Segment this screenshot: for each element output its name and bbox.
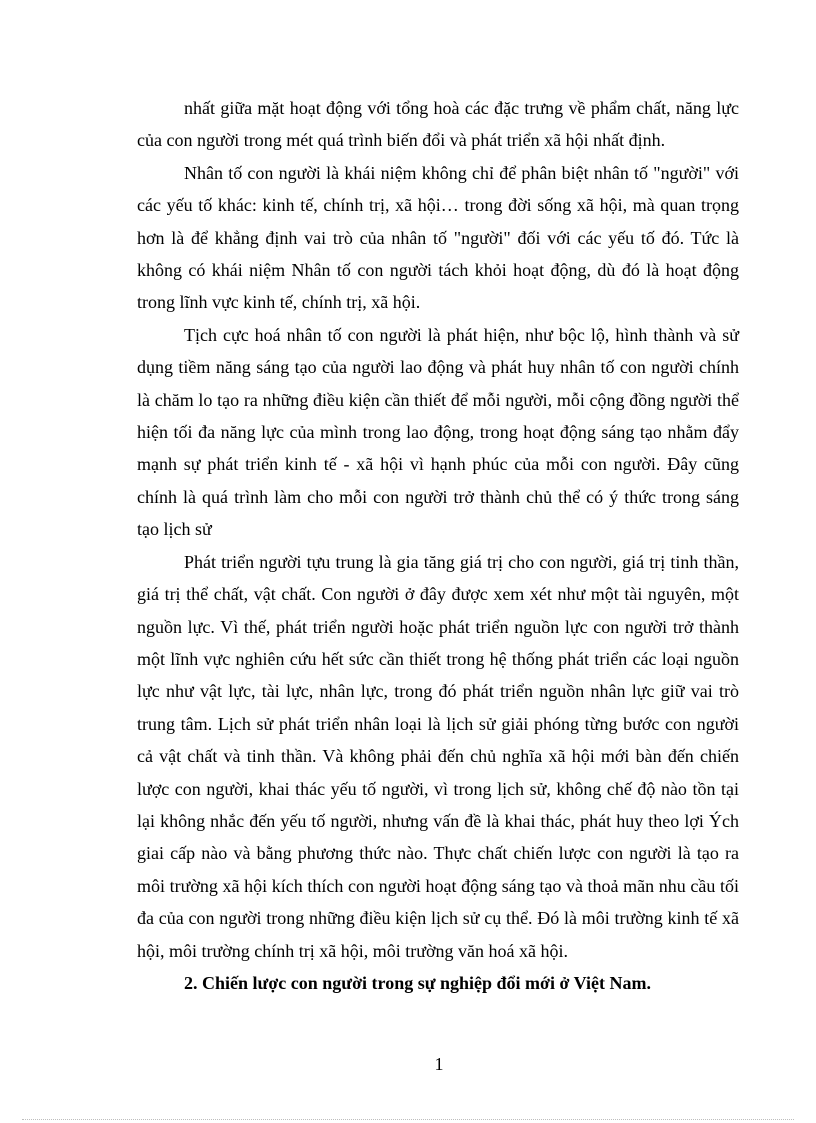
section-heading: 2. Chiến lược con người trong sự nghiệp đổi mới ở Việt Nam.	[184, 972, 651, 993]
paragraph-continuation: nhất giữa mặt hoạt động với tổng hoà các đặc trưng về phẩm chất, năng lực của con người trong mét quá trình biến đổi và phát triển xã hội nhất định.	[137, 98, 739, 151]
document-body	[137, 92, 739, 999]
page-number: 1	[434, 1054, 444, 1074]
page-bottom-divider	[22, 1119, 794, 1120]
paragraph-human-development: Phát triển người tựu trung là gia tăng giá trị cho con người, giá trị tinh thần, giá trị thể chất, vật chất. Con người ở đây được xem xét như một tài nguyên, một nguồn lực. Vì thế, phát triển người hoặc phát triển nguồn lực con người trở thành một lĩnh vực nghiên cứu hết sức cần thiết trong hệ thống phát triển các loại nguồn lực như vật lực, tài lực, nhân lực, trong đó phát triển nguồn nhân lực giữ vai trò trung tâm. Lịch sử phát triển nhân loại là lịch sử giải phóng từng bước con người cả vật chất và tinh thần. Và không phải đến chủ nghĩa xã hội mới bàn đến chiến lược con người, khai thác yếu tố người, vì trong lịch sử, không chế độ nào tồn tại lại không nhắc đến yếu tố người, nhưng vấn đề là khai thác, phát huy theo lợi Ých giai cấp nào và bằng phương thức nào. Thực chất chiến lược con người là tạo ra môi trường xã hội kích thích con người hoạt động sáng tạo và thoả mãn nhu cầu tối đa của con người trong những điều kiện lịch sử cụ thể. Đó là môi trường kinh tế xã hội, môi trường chính trị xã hội, môi trường văn hoá xã hội.	[137, 551, 739, 961]
paragraph-human-factor-concept: Nhân tố con người là khái niệm không chỉ để phân biệt nhân tố "người" với các yếu tố khác: kinh tế, chính trị, xã hội… trong đời sống xã hội, mà quan trọng hơn là để khẳng định vai trò của nhân tố "người" đối với các yếu tố đó. Tức là không có khái niệm Nhân tố con người tách khỏi hoạt động, dù đó là hoạt động trong lĩnh vực kinh tế, chính trị, xã hội.	[137, 162, 739, 313]
paragraph-activating-human-factor: Tịch cực hoá nhân tố con người là phát hiện, như bộc lộ, hình thành và sử dụng tiềm năng sáng tạo của người lao động và phát huy nhân tố con người chính là chăm lo tạo ra những điều kiện cần thiết để mỗi người, mỗi cộng đồng người thể hiện tối đa năng lực của mình trong lao động, trong hoạt động sáng tạo nhằm đẩy mạnh sự phát triển kinh tế - xã hội vì hạnh phúc của mỗi con người. Đây cũng chính là quá trình làm cho mỗi con người trở thành chủ thể có ý thức trong sáng tạo lịch sử	[137, 324, 739, 540]
